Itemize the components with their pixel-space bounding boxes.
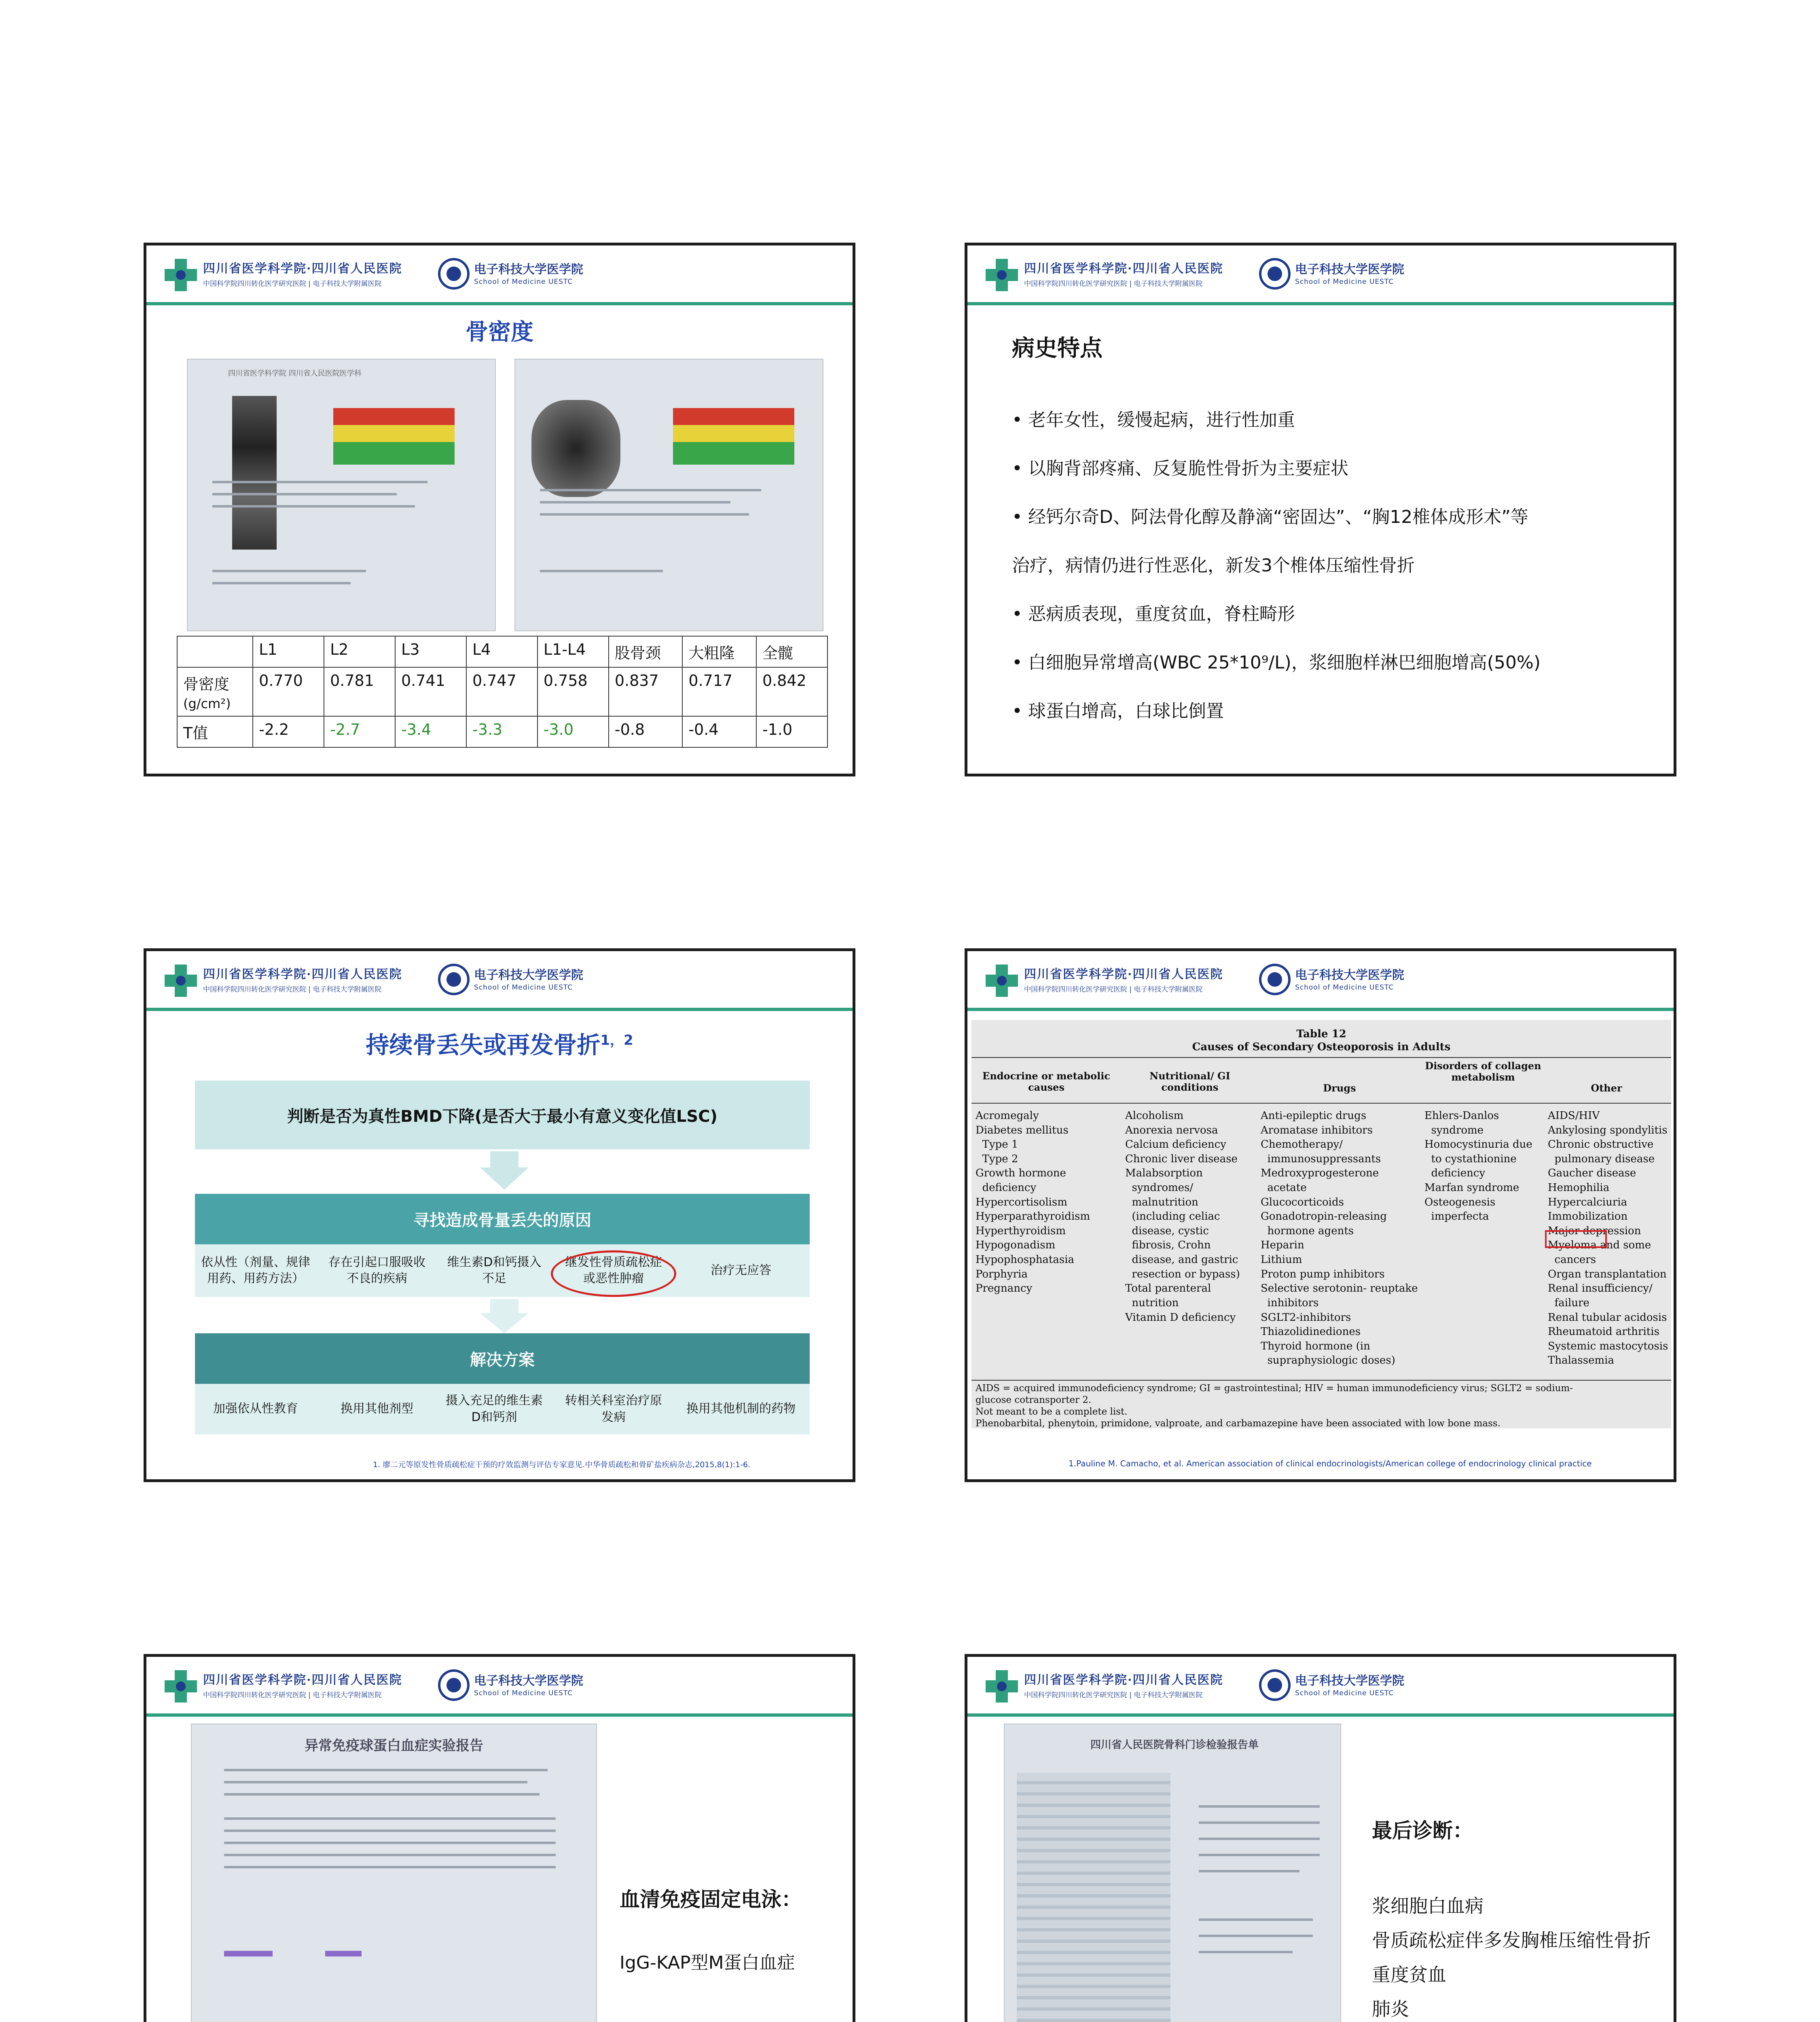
table-header-row: [177, 636, 827, 667]
uestc-emblem-icon: [438, 963, 470, 996]
slide-final-diagnosis: [965, 1654, 1676, 2022]
row-label: T值: [177, 716, 253, 747]
cause-item: 存在引起口服吸收不良的疾病: [328, 1255, 425, 1286]
slide-history: [965, 243, 1676, 776]
solution-item: 加强依从性教育: [213, 1402, 298, 1416]
school-subtitle: School of Medicine UESTC: [474, 278, 573, 286]
bmd-chart-graphic: [673, 408, 794, 465]
spine-scan-image: [232, 396, 277, 550]
school-subtitle: School of Medicine UESTC: [1295, 984, 1394, 992]
school-name: 电子科技大学医学院: [474, 968, 583, 982]
hospital-name: 四川省医学科学院·四川省人民医院: [1024, 1673, 1223, 1687]
table-title: Table 12: [1296, 1028, 1346, 1040]
bmd-chart-graphic: [333, 408, 455, 465]
diagnosis-item: 浆细胞白血病: [1372, 1895, 1484, 1917]
solution-item: 摄入充足的维生素D和钙剂: [446, 1394, 543, 1424]
solution-list: [195, 1384, 810, 1434]
solution-item: 换用其他剂型: [341, 1402, 413, 1416]
bullet-3-cont: 治疗，病情仍进行性恶化，新发3个椎体压缩性骨折: [1012, 555, 1415, 576]
cause-item: 依从性（剂量、规律用药、用药方法）: [201, 1255, 310, 1286]
col-header: L1-L4: [538, 636, 609, 667]
uestc-emblem-icon: [1259, 1669, 1291, 1701]
hospital-name: 四川省医学科学院·四川省人民医院: [203, 967, 402, 981]
causes-table: [971, 1020, 1671, 1428]
uestc-emblem-icon: [1259, 963, 1291, 996]
school-name: 电子科技大学医学院: [1295, 968, 1404, 982]
slide-title: 骨密度: [466, 319, 533, 345]
header-divider: [146, 1713, 853, 1717]
hospital-subtitle: 中国科学院四川转化医学研究医院 | 电子科技大学附属医院: [203, 280, 382, 288]
t-value: -0.8: [609, 716, 683, 747]
col-drugs: Anti-epileptic drugs Aromatase inhibitors Chemotherapy/ immunosuppressants Medroxyprogesterone acetate Glucocorticoids Gonadotropin-releasing hormone agents Heparin Lithium Proton pump inhibitors Selective serotonin- reuptake inhibitors SGLT2-inhibitors Thiazolidinediones Thyroid hormone (in supraphysiologic doses): [1261, 1110, 1418, 1367]
bmd-table: [177, 636, 828, 748]
slide-causes-table: [965, 948, 1676, 1482]
hospital-subtitle: 中国科学院四川转化医学研究医院 | 电子科技大学附属医院: [1024, 280, 1203, 288]
school-name: 电子科技大学医学院: [474, 262, 583, 277]
school-subtitle: School of Medicine UESTC: [474, 984, 573, 992]
slide-header: [967, 1657, 1674, 1717]
t-value: -2.7: [324, 716, 395, 747]
hospital-cross-logo-icon: [163, 257, 199, 293]
cause-item: 维生素D和钙摄入不足: [447, 1255, 542, 1286]
cause-box-header: 寻找造成骨量丢失的原因: [195, 1194, 810, 1244]
cause-item: 治疗无应答: [711, 1263, 771, 1277]
hospital-subtitle: 中国科学院四川转化医学研究医院 | 电子科技大学附属医院: [203, 986, 382, 994]
title-superscript: 1，2: [600, 1032, 633, 1049]
bullet-5: • 白细胞异常增高(WBC 25*10⁹/L)，浆细胞样淋巴细胞增高(50%): [1012, 652, 1541, 673]
table-subtitle: Causes of Secondary Osteoporosis in Adults: [1192, 1041, 1451, 1053]
school-name: 电子科技大学医学院: [474, 1674, 583, 1688]
bullet-4: • 恶病质表现，重度贫血，脊柱畸形: [1012, 604, 1295, 624]
uestc-emblem-icon: [438, 1669, 470, 1701]
footnote: Phenobarbital, phenytoin, primidone, valproate, and carbamazepine have been associated with low bone mass.: [976, 1418, 1501, 1429]
slide-title: 持续骨丢失或再发骨折$^{1,2}$: [366, 1031, 633, 1059]
solution-item: 转相关科室治疗原发病: [565, 1394, 662, 1424]
section-heading: 最后诊断：: [1372, 1819, 1473, 1842]
bmd-value: 0.741: [395, 667, 466, 716]
result-text: IgG-KAP型M蛋白血症: [620, 1952, 795, 1973]
bullet-6: • 球蛋白增高，白球比倒置: [1012, 701, 1224, 721]
header-divider: [967, 302, 1674, 305]
col-header: Nutritional/ GI conditions: [1149, 1070, 1230, 1093]
slide-bone-density: [144, 243, 855, 776]
header-divider: [146, 302, 853, 305]
uestc-emblem-icon: [438, 258, 470, 290]
electrophoresis-band: [224, 1951, 273, 1956]
t-value: -0.4: [682, 716, 756, 747]
report-title: 异常免疫球蛋白血症实验报告: [305, 1738, 483, 1754]
col-header: L3: [395, 636, 466, 667]
slide-header: [967, 245, 1674, 306]
slide-title: 病史特点: [1012, 335, 1103, 362]
bmd-report-photo-right: [514, 359, 823, 631]
slide-immunofixation: [144, 1654, 855, 2022]
col-header: Drugs: [1323, 1082, 1356, 1094]
bmd-value: 0.781: [324, 667, 395, 716]
hospital-cross-logo-icon: [163, 1668, 199, 1705]
col-other: AIDS/HIV Ankylosing spondylitis Chronic obstructive pulmonary disease Gaucher disease Hemophilia Hypercalciuria Immobilization Major depression Myeloma and some cancers Organ transplantation Renal insufficiency/ failure Renal tubular acidosis Rheumatoid arthritis Systemic mastocytosis Thalassemia: [1548, 1110, 1668, 1367]
slide-bone-loss: [144, 948, 855, 1482]
hospital-cross-logo-icon: [984, 962, 1020, 999]
bmd-value: 0.837: [609, 667, 683, 716]
lab-table-graphic: [1017, 1773, 1170, 2022]
hip-scan-image: [531, 400, 620, 497]
col-endocrine: Acromegaly Diabetes mellitus Type 1 Type 2 Growth hormone deficiency Hypercortisolism Hyperparathyroidism Hyperthyroidism Hypogonadism Hypophosphatasia Porphyria Pregnancy: [976, 1110, 1090, 1295]
reference: 1.Pauline M. Camacho, et al. American association of clinical endocrinologists/American college of endocrinology clinical practice: [1069, 1459, 1592, 1468]
red-circle-highlight: [551, 1250, 676, 1297]
col-header: L1: [253, 636, 324, 667]
hospital-name: 四川省医学科学院·四川省人民医院: [1024, 967, 1223, 981]
reference: 1. 廖二元等原发性骨质疏松症干预的疗效监测与评估专家意见.中华骨质疏松和骨矿盐疾病杂志,2015,8(1):1-6.: [373, 1460, 751, 1469]
hospital-name: 四川省医学科学院·四川省人民医院: [203, 262, 402, 276]
hospital-cross-logo-icon: [984, 1668, 1020, 1705]
footnote: glucose cotransporter 2.: [976, 1395, 1092, 1405]
bmd-value: 0.717: [682, 667, 756, 716]
report-title: 四川省人民医院骨科门诊检验报告单: [1090, 1739, 1259, 1751]
header-divider: [967, 1008, 1674, 1011]
bmd-value: 0.770: [253, 667, 324, 716]
col-nutritional: Alcoholism Anorexia nervosa Calcium deficiency Chronic liver disease Malabsorption syndromes/ malnutrition (including celiac disease, cystic fibrosis, Crohn disease, and gastric resection or bypass) Total parenteral nutrition Vitamin D deficiency: [1125, 1110, 1240, 1324]
slide-header: [146, 951, 853, 1012]
col-header: Disorders of collagen metabolism: [1425, 1060, 1541, 1083]
section-heading: 血清免疫固定电泳：: [620, 1888, 802, 1911]
t-value: -2.2: [253, 716, 324, 747]
col-header: Endocrine or metabolic causes: [982, 1070, 1110, 1093]
table-row-bmd: [177, 667, 827, 716]
lsc-check-box: 判断是否为真性BMD下降(是否大于最小有意义变化值LSC): [195, 1081, 810, 1149]
row-label: 骨密度 (g/cm²): [177, 667, 253, 716]
school-name: 电子科技大学医学院: [1295, 1674, 1404, 1688]
myeloma-highlight-box: [1545, 1230, 1607, 1248]
school-subtitle: School of Medicine UESTC: [1295, 1689, 1394, 1697]
slide-header: [146, 1657, 853, 1717]
hospital-cross-logo-icon: [163, 962, 199, 999]
electrophoresis-band: [325, 1951, 362, 1956]
school-name: 电子科技大学医学院: [1295, 262, 1404, 277]
col-header: L4: [466, 636, 538, 667]
diagnosis-item: 肺炎: [1372, 1998, 1409, 2020]
hospital-name: 四川省医学科学院·四川省人民医院: [1024, 262, 1223, 276]
t-value: -3.4: [395, 716, 466, 747]
bullet-2: • 以胸背部疼痛、反复脆性骨折为主要症状: [1012, 458, 1348, 479]
slide-header: [967, 951, 1674, 1012]
header-divider: [146, 1008, 853, 1011]
solution-box-header: 解决方案: [195, 1333, 810, 1384]
col-header: Other: [1591, 1082, 1622, 1094]
bmd-value: 0.747: [466, 667, 538, 716]
bmd-value: 0.758: [538, 667, 609, 716]
school-subtitle: School of Medicine UESTC: [1295, 278, 1394, 286]
col-header: L2: [324, 636, 395, 667]
hospital-subtitle: 中国科学院四川转化医学研究医院 | 电子科技大学附属医院: [1024, 986, 1203, 994]
cause-item-highlighted: 继发性骨质疏松症或恶性肿瘤: [565, 1255, 662, 1286]
uestc-emblem-icon: [1259, 258, 1291, 290]
footnote: Not meant to be a complete list.: [976, 1407, 1128, 1417]
t-value: -3.0: [538, 716, 609, 747]
diagnosis-item: 重度贫血: [1372, 1964, 1446, 1986]
report-header-text: 四川省医学科学院 四川省人民医院医学科: [228, 369, 362, 378]
t-value: -1.0: [756, 716, 827, 747]
col-collagen: Ehlers-Danlos syndrome Homocystinuria due to cystathionine deficiency Marfan syndrome Osteogenesis imperfecta: [1424, 1110, 1532, 1223]
footnote: AIDS = acquired immunodeficiency syndrome; GI = gastrointestinal; HIV = human immunodeficiency virus; SGLT2 = sodium-: [976, 1383, 1573, 1394]
bullet-3: • 经钙尔奇D、阿法骨化醇及静滴“密固达”、“胸12椎体成形术”等: [1012, 507, 1528, 527]
col-header: 大粗隆: [682, 636, 756, 667]
header-divider: [967, 1713, 1674, 1717]
cause-list: [195, 1244, 810, 1297]
bmd-value: 0.842: [756, 667, 827, 716]
immunofixation-report-photo: [191, 1724, 597, 2022]
solution-item: 换用其他机制的药物: [686, 1402, 796, 1416]
table-row-t: [177, 716, 827, 747]
school-subtitle: School of Medicine UESTC: [474, 1689, 573, 1697]
col-header: 股骨颈: [609, 636, 683, 667]
diagnosis-item: 骨质疏松症伴多发胸椎压缩性骨折: [1372, 1929, 1651, 1951]
slide-header: [146, 245, 853, 306]
t-value: -3.3: [466, 716, 538, 747]
bullet-1: • 老年女性，缓慢起病，进行性加重: [1012, 410, 1295, 430]
down-arrow-icon: [478, 1151, 531, 1192]
hospital-cross-logo-icon: [984, 257, 1020, 293]
col-header: [177, 636, 253, 667]
hospital-subtitle: 中国科学院四川转化医学研究医院 | 电子科技大学附属医院: [203, 1691, 382, 1699]
down-arrow-icon: [478, 1299, 531, 1335]
col-header: 全髋: [756, 636, 827, 667]
hospital-subtitle: 中国科学院四川转化医学研究医院 | 电子科技大学附属医院: [1024, 1691, 1203, 1699]
hospital-name: 四川省医学科学院·四川省人民医院: [203, 1673, 402, 1687]
lab-report-photo: [1004, 1724, 1341, 2022]
bmd-report-photo-left: [187, 359, 496, 631]
